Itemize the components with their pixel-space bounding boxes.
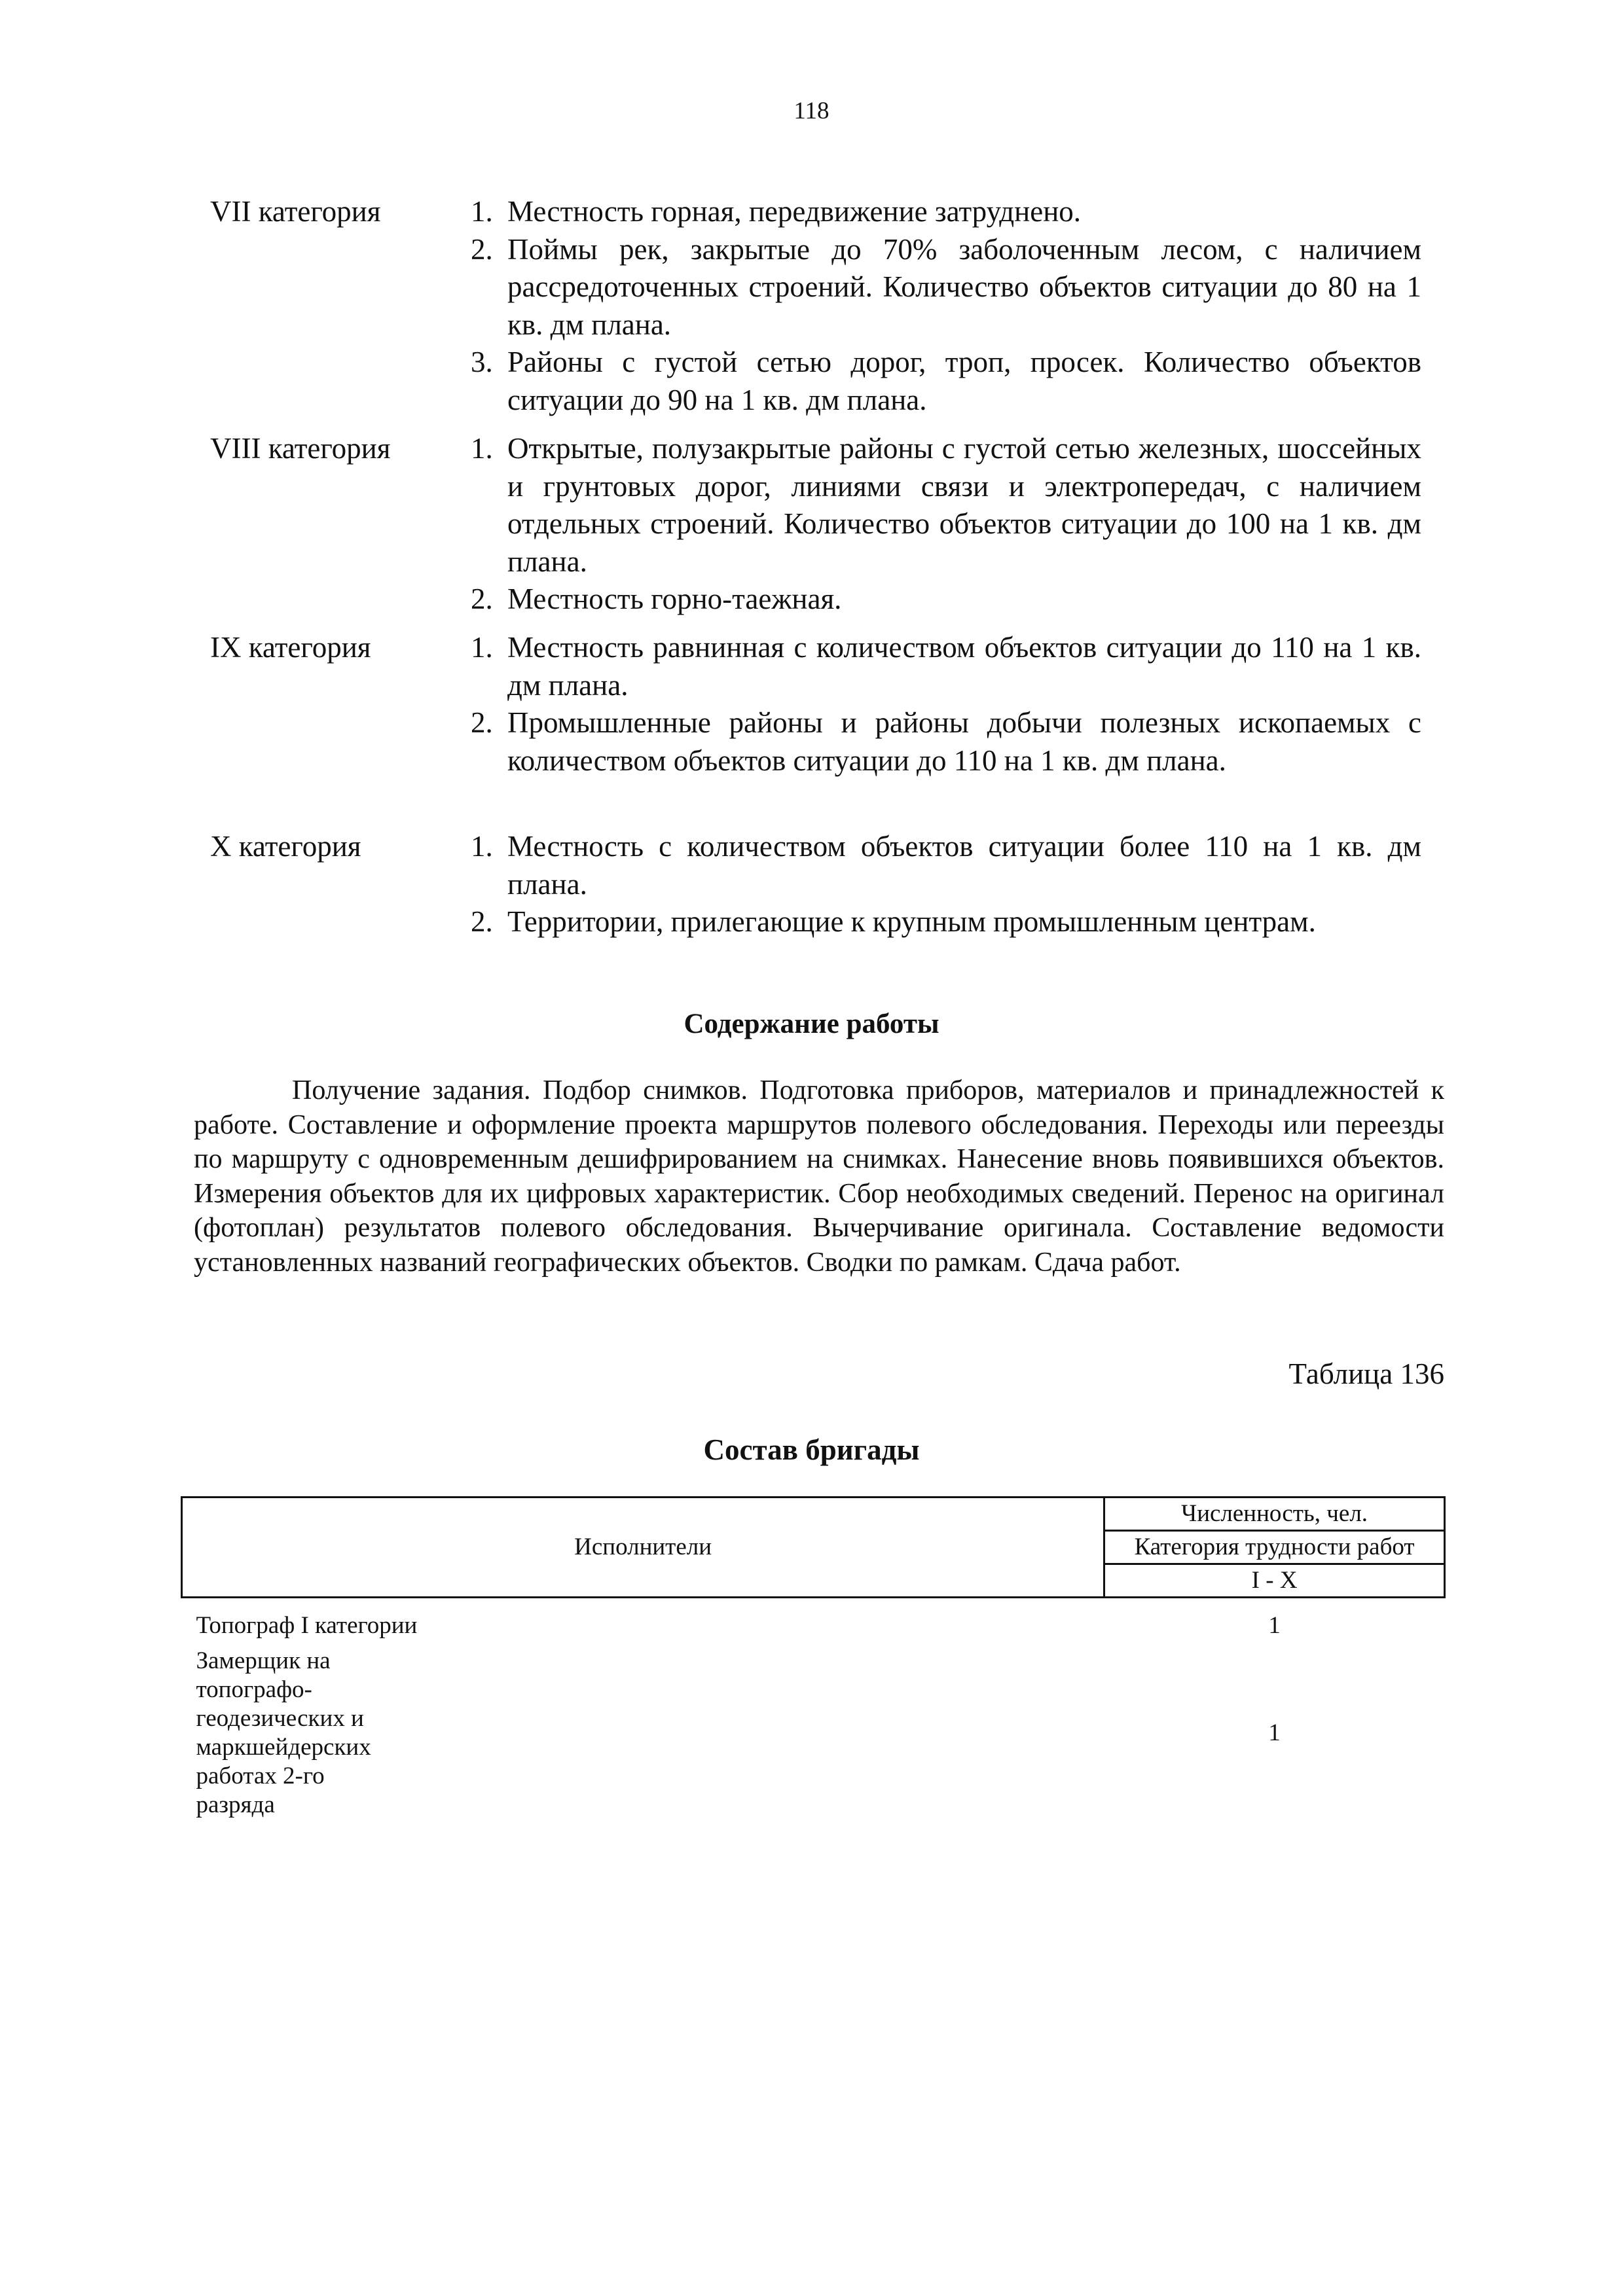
table-row [182, 1598, 1445, 1647]
count-cell: 1 [1268, 1612, 1281, 1639]
category-item [459, 231, 1421, 344]
item-number: 2. [471, 706, 493, 739]
header-count: Численность, чел. [1104, 1498, 1445, 1531]
table-title: Состав бригады [703, 1433, 920, 1466]
category-name: IX категория [210, 631, 371, 664]
category-item [459, 430, 1421, 581]
category-item [459, 704, 1421, 780]
page-number: 118 [793, 98, 830, 124]
item-text: Местность горная, передвижение затруднено. [507, 195, 1082, 228]
table-caption: Таблица 136 [1288, 1357, 1444, 1390]
category-item [459, 903, 1421, 941]
item-text: Открытые, полузакрытые районы с густой сетью железных, шоссейных и грунтовых дорог, линиями связи и электропередач, с наличием отдельных строений. Количество объектов ситуации до 100 на 1 кв. дм плана. [507, 432, 1421, 578]
table-row [182, 1647, 1445, 1820]
category-item [459, 629, 1421, 704]
category-item [459, 193, 1421, 231]
item-number: 1. [471, 830, 493, 863]
item-text: Поймы рек, закрытые до 70% заболоченным лесом, с наличием рассредоточенных строений. Количество объектов ситуации до 80 на 1 кв. дм плана. [507, 232, 1421, 341]
item-text: Районы с густой сетью дорог, троп, просек. Количество объектов ситуации до 90 на 1 кв. дм плана. [507, 346, 1421, 416]
category-item [459, 581, 1421, 619]
item-text: Промышленные районы и районы добычи полезных ископаемых с количеством объектов ситуации до 110 на 1 кв. дм плана. [507, 706, 1421, 777]
item-number: 1. [471, 432, 493, 465]
category-name: VII категория [210, 195, 381, 228]
item-number: 2. [471, 232, 493, 266]
category-block-viii [210, 430, 1421, 619]
item-text: Территории, прилегающие к крупным промышленным центрам. [507, 905, 1316, 938]
executor-cell: Топограф I категории [196, 1612, 418, 1639]
item-number: 3. [471, 346, 493, 378]
header-category: Категория трудности работ [1104, 1531, 1445, 1564]
work-content-paragraph: Получение задания. Подбор снимков. Подготовка приборов, материалов и принадлежностей к работе. Составление и оформление проекта маршрутов полевого обследования. Переходы или переезды по маршруту с одновременным дешифрированием на снимках. Нанесение вновь появившихся объектов. Измерения объектов для их цифровых характеристик. Сбор необходимых сведений. Перенос на оригинал (фотоплан) результатов полевого обследования. Вычерчивание оригинала. Составление ведомости установленных названий географических объектов. Сводки по рамкам. Сдача работ. [194, 1075, 1444, 1278]
category-item [459, 344, 1421, 419]
header-executors: Исполнители [182, 1498, 1104, 1598]
category-block-x [210, 828, 1421, 941]
work-content-title: Содержание работы [684, 1009, 939, 1039]
header-range: I - X [1104, 1564, 1445, 1598]
category-name: X категория [210, 830, 361, 863]
item-text: Местность с количеством объектов ситуации более 110 на 1 кв. дм плана. [507, 830, 1421, 901]
category-item [459, 828, 1421, 903]
item-number: 1. [471, 631, 493, 664]
crew-table [181, 1496, 1446, 1820]
category-block-vii [210, 193, 1421, 419]
executor-cell: Замерщик на топографо-геодезических и маркшейдерских работах 2-го разряда [196, 1647, 371, 1818]
item-number: 1. [471, 195, 493, 228]
item-text: Местность равнинная с количеством объектов ситуации до 110 на 1 кв. дм плана. [507, 631, 1421, 702]
item-number: 2. [471, 905, 493, 938]
item-text: Местность горно-таежная. [507, 583, 842, 615]
item-number: 2. [471, 583, 493, 615]
category-block-ix [210, 629, 1421, 780]
count-cell: 1 [1268, 1719, 1281, 1746]
category-name: VIII категория [210, 432, 391, 465]
